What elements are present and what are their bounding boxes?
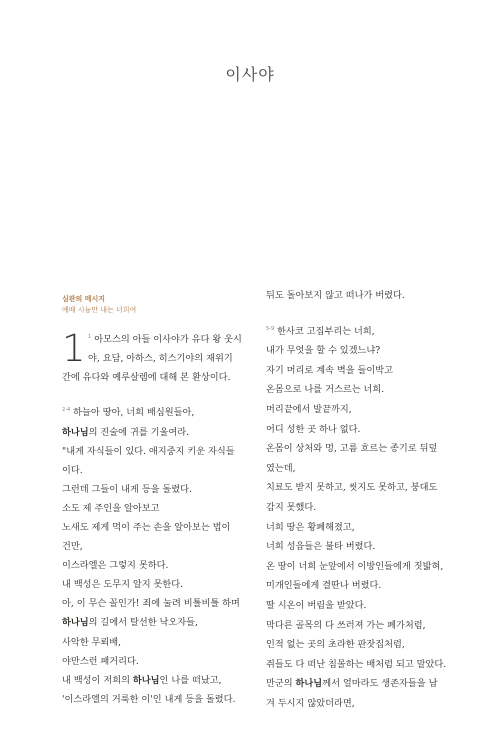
text-line: 막다른 골목의 다 쓰러져 가는 폐가처럼, [266, 619, 426, 631]
verse-number: 5-9 [266, 325, 275, 332]
text-line: 야만스런 패거리다. [62, 655, 139, 667]
text-line: '이스라엘의 거룩한 이'인 내게 등을 돌렸다. [62, 693, 236, 705]
text-line: "내게 자식들이 있다. 애지중지 키운 자식들 [62, 445, 235, 457]
verse-number: 2-4 [62, 407, 71, 414]
left-column [62, 294, 250, 709]
text-line: 딸 시온이 버림을 받았다. [266, 599, 367, 611]
text-line: 이다. [62, 464, 83, 476]
text-line: 자기 머리로 계속 벽을 들이박고 [266, 364, 394, 376]
text-line: 내 백성은 도무지 알지 못한다. [62, 579, 184, 591]
text-line: 온 땅이 너희 눈앞에서 이방인들에게 짓밟혀, [266, 560, 444, 572]
section-heading: 심판의 메시지 [62, 295, 106, 303]
right-column [266, 286, 454, 714]
text-line: 내가 무엇을 할 수 있겠느냐? [266, 345, 381, 357]
text-line: $^1$ 아모스의 아들 이사야가 유다 왕 웃시 [88, 334, 242, 346]
text-line: 너희 땅은 황폐해졌고, [266, 521, 355, 533]
text-line: 간에 유다와 예루살렘에 대해 본 환상이다. [62, 372, 231, 384]
text-line: 쥐들도 다 떠난 침몰하는 배처럼 되고 말았다. [266, 658, 447, 670]
text-line: 온몸으로 나를 거스르는 너희. [266, 384, 385, 396]
text-line: 였는데, [266, 462, 296, 474]
text-line: 머리끝에서 발끝까지, [266, 404, 352, 416]
text-line: 너희 성읍들은 불타 버렸다. [266, 541, 376, 553]
text-line: 그런데 그들이 내게 등을 돌렸다. [62, 483, 192, 495]
text-line: 온몸이 상처와 멍, 고름 흐르는 종기로 뒤덮 [266, 443, 438, 455]
text-line: 건만, [62, 541, 83, 553]
text-line: 하나님의 길에서 탈선한 낙오자들, [62, 617, 198, 629]
verse-number: 1 [88, 334, 92, 340]
text-line: 겨 두시지 않았더라면, [266, 697, 355, 709]
chapter-number: 1 [62, 327, 86, 370]
text-line: 아, 이 무슨 꼴인가! 죄에 눌려 비틀비틀 하며 [62, 598, 240, 610]
text-line: 만군의 하나님께서 얼마라도 생존자들을 남 [266, 678, 438, 690]
text-line: 이스라엘은 그렇지 못하다. [62, 560, 169, 572]
text-line: 야, 요담, 아하스, 히스기야의 재위기 [88, 353, 233, 365]
text-line: 감지 못했다. [266, 502, 317, 513]
text-line: $^{2-4}$ 하늘아 땅아, 너희 배심원들아, [62, 407, 195, 419]
text-line: 어디 성한 곳 하나 없다. [266, 423, 361, 435]
text-line: 사악한 무뢰배, [62, 636, 122, 648]
book-title: 이사야 [225, 65, 275, 84]
section-subheading: 예배 시늉만 내는 너희여 [62, 306, 137, 314]
text-line: 인적 없는 곳의 초라한 판잣집처럼, [266, 639, 405, 651]
text-line: 소도 제 주인을 알아보고 [62, 502, 160, 514]
text-line: $^{5-9}$ 한사코 고집부리는 너희, [266, 325, 375, 337]
text-line: 뒤도 돌아보지 않고 떠나가 버렸다. [266, 290, 405, 301]
text-line: 미개인들에게 결딴나 버렸다. [266, 580, 382, 592]
text-line: 내 백성이 저희의 하나님인 나를 떠났고, [62, 674, 222, 686]
text-line: 노새도 제게 먹이 주는 손을 알아보는 법이 [62, 521, 231, 533]
text-line: 치료도 받지 못하고, 씻지도 못하고, 붕대도 [266, 482, 438, 494]
chapter-block [62, 328, 250, 387]
text-line: 하나님의 진술에 귀를 기울여라. [62, 426, 190, 438]
